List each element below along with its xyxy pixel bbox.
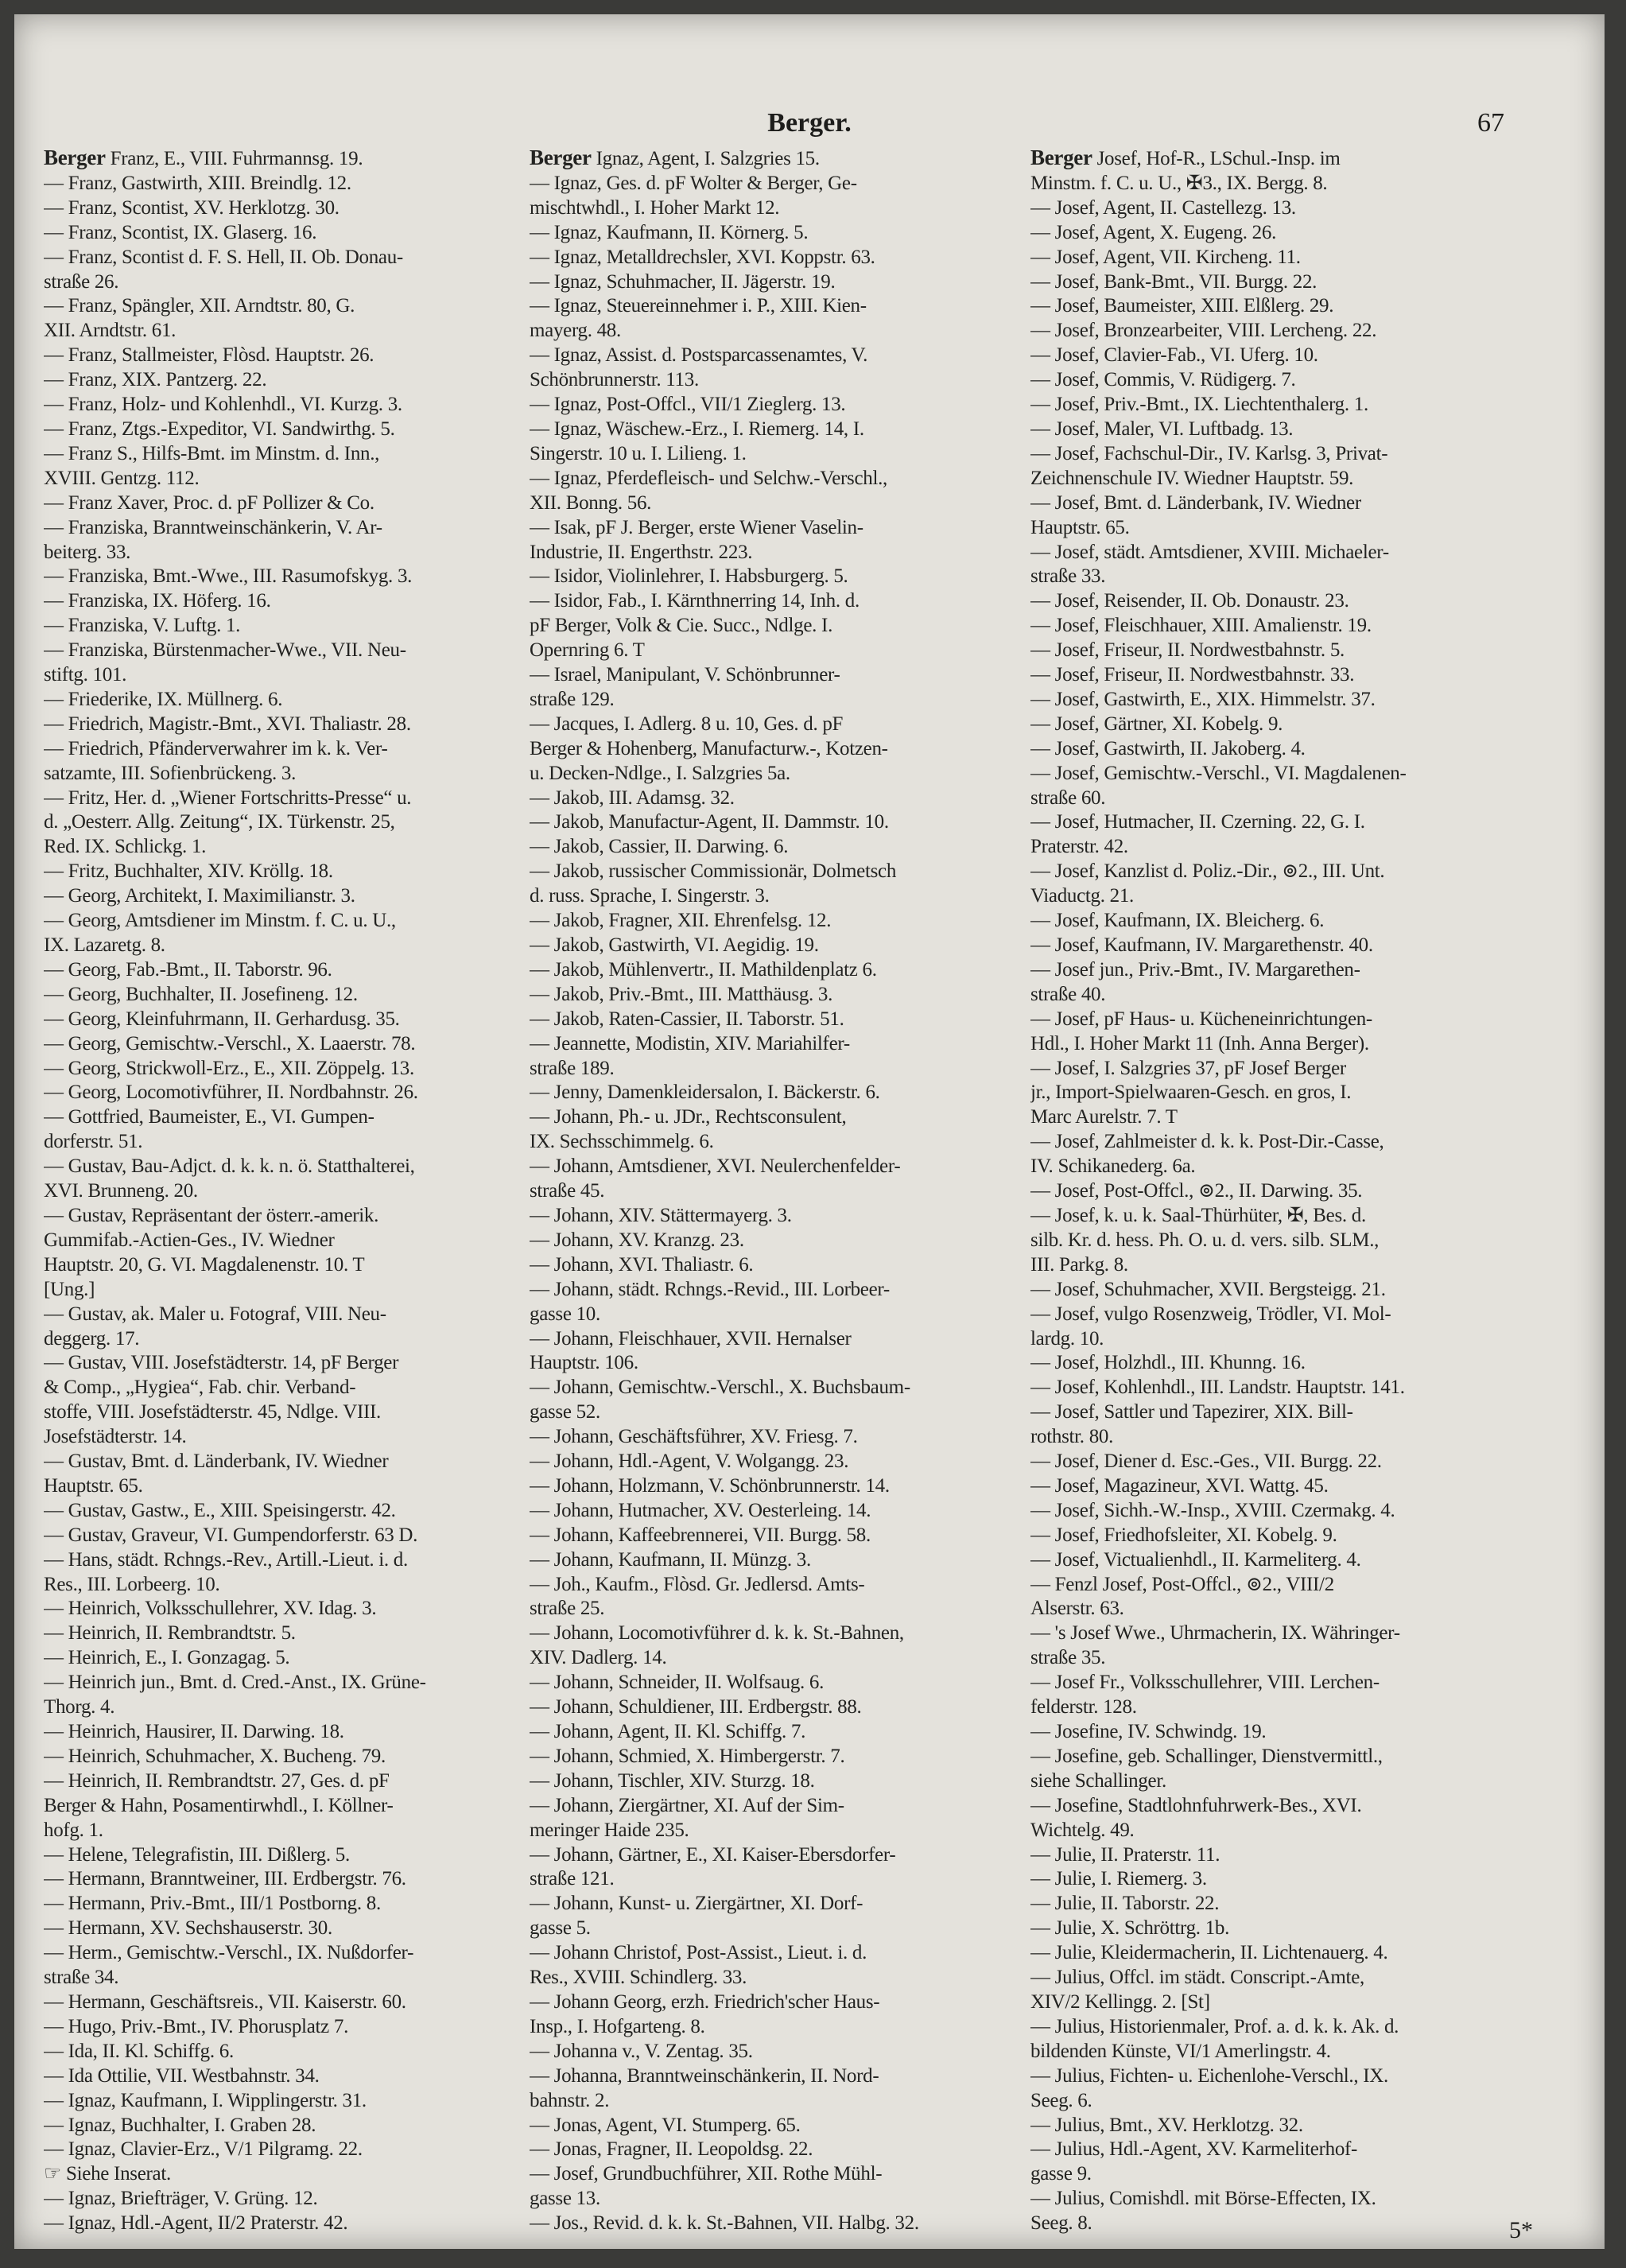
directory-entry-line: Wichtelg. 49. xyxy=(1030,1819,1135,1841)
directory-entry-line: — Herm., Gemischtw.-Verschl., IX. Nußdorfer- xyxy=(44,1942,414,1964)
directory-entry-line: — Georg, Strickwoll-Erz., E., XII. Zöppelg. 13. xyxy=(44,1057,414,1079)
directory-entry-line: satzamte, III. Sofienbrückeng. 3. xyxy=(44,762,297,784)
directory-entry-line: — Julie, I. Riemerg. 3. xyxy=(1030,1868,1207,1890)
directory-entry-line: — Franz, Scontist d. F. S. Hell, II. Ob. Donau- xyxy=(44,246,403,268)
directory-entry-line: — Josef, Kohlenhdl., III. Landstr. Hauptstr. 141. xyxy=(1030,1377,1405,1399)
directory-entry-line: — Josef, Fachschul-Dir., IV. Karlsg. 3, Privat- xyxy=(1030,442,1388,464)
surname-heading: Berger xyxy=(44,146,106,169)
directory-entry-line: — Josef, Gastwirth, E., XIX. Himmelstr. 37. xyxy=(1030,688,1376,710)
directory-entry-line: — Josef, Gemischtw.-Verschl., VI. Magdalenen- xyxy=(1030,762,1407,784)
directory-entry-line: Red. IX. Schlickg. 1. xyxy=(44,836,207,858)
directory-entry-line: — Julius, Hdl.-Agent, XV. Karmeliterhof- xyxy=(1030,2138,1358,2161)
directory-entry-line: siehe Schallinger. xyxy=(1030,1769,1166,1792)
directory-entry-line: Schönbrunnerstr. 113. xyxy=(530,369,699,391)
directory-entry-line: — Gustav, Gastw., E., XIII. Speisingerstr. 42. xyxy=(44,1499,396,1521)
directory-entry-line: — Hans, städt. Rchngs.-Rev., Artill.-Lieut. i. d. xyxy=(44,1548,408,1571)
directory-entry-line: — Josef, Friedhofsleiter, XI. Kobelg. 9. xyxy=(1030,1524,1337,1546)
directory-entry-line: — Ignaz, Metalldrechsler, XVI. Koppstr. 63. xyxy=(530,246,875,268)
directory-entry-line: — Josef, Agent, VII. Kircheng. 11. xyxy=(1030,246,1301,268)
directory-entry-line: — Johann Christof, Post-Assist., Lieut. i. d. xyxy=(530,1942,867,1964)
directory-entry-line: — Josef, Grundbuchführer, XII. Rothe Mühl- xyxy=(530,2163,883,2185)
directory-entry-line: — Ignaz, Briefträger, V. Grüng. 12. xyxy=(44,2188,318,2210)
directory-entry-line: — Josefine, Stadtlohnfuhrwerk-Bes., XVI. xyxy=(1030,1794,1362,1816)
directory-entry-line xyxy=(530,146,1019,172)
directory-entry-line: — Fritz, Buchhalter, XIV. Kröllg. 18. xyxy=(44,860,333,883)
directory-entry-line: — Ignaz, Schuhmacher, II. Jägerstr. 19. xyxy=(530,270,836,293)
directory-entry-line: — Josef Fr., Volksschullehrer, VIII. Lerchen- xyxy=(1030,1672,1380,1694)
directory-entry-line: — Franz Xaver, Proc. d. pF Pollizer & Co. xyxy=(44,491,374,514)
directory-entry-line: straße 33. xyxy=(1030,565,1106,588)
directory-entry-line: — Friederike, IX. Müllnerg. 6. xyxy=(44,688,283,710)
directory-entry-line: u. Decken-Ndlge., I. Salzgries 5a. xyxy=(530,762,790,784)
directory-entry-line: — Gustav, ak. Maler u. Fotograf, VIII. Neu- xyxy=(44,1303,386,1325)
directory-entry-line: — Josef jun., Priv.-Bmt., IV. Margarethen- xyxy=(1030,958,1360,981)
directory-entry-line: — Franz, Scontist, IX. Glaserg. 16. xyxy=(44,221,317,243)
directory-entry-line: — Johann, Fleischhauer, XVII. Hernalser xyxy=(530,1327,852,1350)
directory-entry-line: Hauptstr. 20, G. VI. Magdalenenstr. 10. T xyxy=(44,1253,365,1276)
directory-entry-line: meringer Haide 235. xyxy=(530,1819,689,1841)
directory-entry-line: — Heinrich, II. Rembrandtstr. 27, Ges. d. pF xyxy=(44,1769,390,1792)
directory-entry-line: — Ida Ottilie, VII. Westbahnstr. 34. xyxy=(44,2064,320,2087)
directory-entry-line: — Josef, Bank-Bmt., VII. Burgg. 22. xyxy=(1030,270,1317,293)
directory-entry-line: — Josef, städt. Amtsdiener, XVIII. Michaeler- xyxy=(1030,541,1389,563)
directory-entry-line: — Josef, Agent, X. Eugeng. 26. xyxy=(1030,221,1277,243)
directory-entry-line: — Johann, Gemischtw.-Verschl., X. Buchsbaum- xyxy=(530,1377,910,1399)
directory-entry-line: — Josef, Magazineur, XVI. Wattg. 45. xyxy=(1030,1474,1329,1497)
directory-entry-line: — Josef, Maler, VI. Luftbadg. 13. xyxy=(1030,417,1294,440)
directory-entry-line: — Georg, Amtsdiener im Minstm. f. C. u. U., xyxy=(44,910,396,932)
directory-entry-line: — Josef, Baumeister, XIII. Elßlerg. 29. xyxy=(1030,295,1334,317)
directory-entry-line: — Jos., Revid. d. k. k. St.-Bahnen, VII. Halbg. 32. xyxy=(530,2212,919,2235)
directory-entry-line: — Josef, pF Haus- u. Kücheneinrichtungen- xyxy=(1030,1008,1372,1030)
directory-entry-line: — Franziska, IX. Höferg. 16. xyxy=(44,590,271,612)
directory-entry-line: — Georg, Fab.-Bmt., II. Taborstr. 96. xyxy=(44,958,332,981)
directory-entry-line: — Josef, Holzhdl., III. Khunng. 16. xyxy=(1030,1352,1306,1374)
directory-entry-line: — Friedrich, Magistr.-Bmt., XVI. Thaliastr. 28. xyxy=(44,713,411,735)
directory-entry-line: — Johann, Locomotivführer d. k. k. St.-Bahnen, xyxy=(530,1622,904,1645)
directory-entry-line: mischtwhdl., I. Hoher Markt 12. xyxy=(530,196,780,219)
directory-entry-line: Alserstr. 63. xyxy=(1030,1598,1124,1620)
directory-entry-line: — Josef, k. u. k. Saal-Thürhüter, ✠, Bes. d. xyxy=(1030,1204,1366,1226)
directory-entry-line: — Julius, Fichten- u. Eichenlohe-Verschl., IX. xyxy=(1030,2064,1388,2087)
directory-entry-line: — Josef, Clavier-Fab., VI. Uferg. 10. xyxy=(1030,344,1318,367)
directory-entry-line: — Jacques, I. Adlerg. 8 u. 10, Ges. d. pF xyxy=(530,713,844,735)
directory-entry-line: straße 34. xyxy=(44,1967,119,1989)
directory-entry-line: — Hermann, XV. Sechshauserstr. 30. xyxy=(44,1917,332,1940)
directory-entry-line: — Jonas, Fragner, II. Leopoldsg. 22. xyxy=(530,2138,813,2161)
directory-entry-line: — Johann, Schneider, II. Wolfsaug. 6. xyxy=(530,1672,825,1694)
directory-entry-line: silb. Kr. d. hess. Ph. O. u. d. vers. silb. SLM., xyxy=(1030,1229,1380,1251)
directory-entry-line: — Johann, Geschäftsführer, XV. Friesg. 7. xyxy=(530,1426,858,1448)
directory-entry-line: Thorg. 4. xyxy=(44,1696,115,1718)
directory-entry-line: stiftg. 101. xyxy=(44,664,127,686)
directory-entry-line: Viaductg. 21. xyxy=(1030,885,1134,907)
directory-entry-line: gasse 9. xyxy=(1030,2163,1092,2185)
directory-entry-line: — Ignaz, Clavier-Erz., V/1 Pilgramg. 22. xyxy=(44,2138,363,2161)
directory-entry-line: — Josef, Friseur, II. Nordwestbahnstr. 5. xyxy=(1030,639,1345,662)
directory-entry-line: — Isidor, Fab., I. Kärnthnerring 14, Inh. d. xyxy=(530,590,860,612)
directory-entry-line: XVIII. Gentzg. 112. xyxy=(44,467,200,489)
directory-entry-line: — Gustav, Repräsentant der österr.-amerik. xyxy=(44,1204,379,1226)
directory-entry-line: IX. Sechsschimmelg. 6. xyxy=(530,1131,714,1153)
directory-entry-line: — Josef, Friseur, II. Nordwestbahnstr. 33. xyxy=(1030,664,1355,686)
directory-entry-line: gasse 10. xyxy=(530,1303,600,1325)
directory-entry-line: d. „Oesterr. Allg. Zeitung“, IX. Türkenstr. 25, xyxy=(44,811,395,833)
directory-entry-line: — Josef, Diener d. Esc.-Ges., VII. Burgg. 22. xyxy=(1030,1451,1382,1473)
directory-entry-line: — Hermann, Geschäftsreis., VII. Kaiserstr. 60. xyxy=(44,1990,406,2013)
directory-entry-line: — Ignaz, Wäschew.-Erz., I. Riemerg. 14, I. xyxy=(530,417,864,440)
directory-entry-line: Seeg. 8. xyxy=(1030,2212,1092,2235)
directory-entry-line: — Heinrich jun., Bmt. d. Cred.-Anst., IX. Grüne- xyxy=(44,1672,426,1694)
directory-entry-line: — Johann, Schuldiener, III. Erdbergstr. 88. xyxy=(530,1696,862,1718)
directory-entry-line: Marc Aurelstr. 7. T xyxy=(1030,1106,1178,1128)
directory-entry-line: Hauptstr. 65. xyxy=(1030,516,1130,538)
directory-entry-line: Berger & Hahn, Posamentirwhdl., I. Köllner- xyxy=(44,1794,394,1816)
directory-entry-line: jr., Import-Spielwaaren-Gesch. en gros, I. xyxy=(1030,1082,1352,1104)
directory-entry-line: — Ignaz, Kaufmann, II. Körnerg. 5. xyxy=(530,221,809,243)
directory-entry-line: — Franz, Spängler, XII. Arndtstr. 80, G. xyxy=(44,295,355,317)
directory-entry-line: — Josef, Priv.-Bmt., IX. Liechtenthalerg. 1. xyxy=(1030,394,1368,416)
directory-entry-line: Gummifab.-Actien-Ges., IV. Wiedner xyxy=(44,1229,335,1251)
directory-entry-line: — Hermann, Priv.-Bmt., III/1 Postborng. 8. xyxy=(44,1893,381,1915)
directory-entry-line: straße 35. xyxy=(1030,1647,1106,1669)
page-number: 67 xyxy=(1477,108,1504,138)
directory-entry-line: felderstr. 128. xyxy=(1030,1696,1137,1718)
directory-entry-line: — Julie, II. Taborstr. 22. xyxy=(1030,1893,1220,1915)
directory-entry-line: — Joh., Kaufm., Flòsd. Gr. Jedlersd. Amts- xyxy=(530,1573,865,1595)
directory-entry-line: — Julius, Bmt., XV. Herklotzg. 32. xyxy=(1030,2114,1303,2136)
directory-entry-line: straße 26. xyxy=(44,270,119,293)
directory-entry-line: — Gustav, Graveur, VI. Gumpendorferstr. 63 D. xyxy=(44,1524,418,1546)
directory-entry-line: — Jakob, Raten-Cassier, II. Taborstr. 51. xyxy=(530,1008,844,1030)
directory-entry-line: IV. Schikanederg. 6a. xyxy=(1030,1155,1196,1178)
directory-entry-line: — Julius, Offcl. im städt. Conscript.-Amte, xyxy=(1030,1967,1364,1989)
directory-entry-line: — Jeannette, Modistin, XIV. Mariahilfer- xyxy=(530,1032,850,1054)
directory-entry-line: — Jakob, Fragner, XII. Ehrenfelsg. 12. xyxy=(530,910,832,932)
directory-entry-line: — Josef, Bronzearbeiter, VIII. Lercheng. 22. xyxy=(1030,320,1377,342)
directory-entry-line: gasse 5. xyxy=(530,1917,591,1940)
directory-entry-line: — Gottfried, Baumeister, E., VI. Gumpen- xyxy=(44,1106,374,1128)
directory-entry-line: — Ignaz, Steuereinnehmer i. P., XIII. Kien- xyxy=(530,295,867,317)
directory-entry-line: — Josef, Post-Offcl., ⊚2., II. Darwing. 35. xyxy=(1030,1180,1363,1202)
directory-entry-line: — Ignaz, Pferdefleisch- und Selchw.-Verschl., xyxy=(530,467,888,489)
directory-entry-line: — Jakob, III. Adamsg. 32. xyxy=(530,786,735,809)
directory-entry-line: XIV/2 Kellingg. 2. [St] xyxy=(1030,1990,1210,2013)
directory-entry-line: — Franz, Holz- und Kohlenhdl., VI. Kurzg. 3. xyxy=(44,394,402,416)
directory-column-1 xyxy=(44,146,521,2236)
directory-entry-line: — Jakob, Cassier, II. Darwing. 6. xyxy=(530,836,789,858)
directory-entry-line: — Gustav, Bau-Adjct. d. k. k. n. ö. Statthalterei, xyxy=(44,1155,415,1178)
directory-entry-line: XIV. Dadlerg. 14. xyxy=(530,1647,667,1669)
directory-entry-line: — Friedrich, Pfänderverwahrer im k. k. Ver- xyxy=(44,737,388,759)
directory-entry-line: — Josef, vulgo Rosenzweig, Trödler, VI. Mol- xyxy=(1030,1303,1391,1325)
directory-entry-line: — Josef, Fleischhauer, XIII. Amalienstr. 19. xyxy=(1030,615,1372,637)
directory-entry-line: — Julie, Kleidermacherin, II. Lichtenauerg. 4. xyxy=(1030,1942,1388,1964)
directory-entry-line: beiterg. 33. xyxy=(44,541,131,563)
directory-entry-line: — Georg, Buchhalter, II. Josefineng. 12. xyxy=(44,983,358,1005)
signature-mark: 5* xyxy=(1509,2217,1533,2243)
directory-entry-line: Res., III. Lorbeerg. 10. xyxy=(44,1573,220,1595)
directory-entry-line: — Franz, Stallmeister, Flòsd. Hauptstr. 26. xyxy=(44,344,374,367)
directory-entry-line: Berger & Hohenberg, Manufacturw.-, Kotzen- xyxy=(530,737,888,759)
directory-entry-line: Opernring 6. T xyxy=(530,639,645,662)
directory-entry-line: Hauptstr. 65. xyxy=(44,1474,143,1497)
directory-entry-line: — Fenzl Josef, Post-Offcl., ⊚2., VIII/2 xyxy=(1030,1573,1334,1595)
directory-entry-line: straße 40. xyxy=(1030,983,1106,1005)
directory-entry-line: — Josef, Sattler und Tapezirer, XIX. Bill- xyxy=(1030,1401,1353,1423)
directory-entry-line: — Johann, Ziergärtner, XI. Auf der Sim- xyxy=(530,1794,844,1816)
directory-entry-line: — 's Josef Wwe., Uhrmacherin, IX. Währinger- xyxy=(1030,1622,1400,1645)
directory-page xyxy=(14,14,1605,2249)
directory-entry-line: deggerg. 17. xyxy=(44,1327,140,1350)
directory-entry-line: — Heinrich, Hausirer, II. Darwing. 18. xyxy=(44,1721,344,1742)
directory-entry-line: gasse 13. xyxy=(530,2188,600,2210)
directory-entry-line: IX. Lazaretg. 8. xyxy=(44,934,165,956)
directory-entry-line: — Josef, Kaufmann, IX. Bleicherg. 6. xyxy=(1030,910,1325,932)
entry-text: Franz, E., VIII. Fuhrmannsg. 19. xyxy=(105,148,363,169)
directory-entry-line: — Josef, Commis, V. Rüdigerg. 7. xyxy=(1030,369,1296,391)
directory-entry-line: — Georg, Kleinfuhrmann, II. Gerhardusg. 35. xyxy=(44,1008,400,1030)
directory-column-2 xyxy=(530,146,1019,2236)
directory-entry-line: — Ignaz, Post-Offcl., VII/1 Zieglerg. 13. xyxy=(530,394,846,416)
directory-entry-line: — Hugo, Priv.-Bmt., IV. Phorusplatz 7. xyxy=(44,2015,349,2037)
directory-entry-line: straße 121. xyxy=(530,1868,615,1890)
directory-entry-line: Hdl., I. Hoher Markt 11 (Inh. Anna Berger). xyxy=(1030,1032,1369,1054)
directory-entry-line xyxy=(1030,146,1539,172)
directory-entry-line: Singerstr. 10 u. I. Lilieng. 1. xyxy=(530,442,747,464)
directory-entry-line: — Georg, Architekt, I. Maximilianstr. 3. xyxy=(44,885,355,907)
directory-entry-line: Insp., I. Hofgarteng. 8. xyxy=(530,2015,705,2037)
directory-entry-line: — Ignaz, Ges. d. pF Wolter & Berger, Ge- xyxy=(530,172,857,194)
directory-entry-line: — Isidor, Violinlehrer, I. Habsburgerg. 5. xyxy=(530,565,848,588)
directory-entry-line: — Johann, Tischler, XIV. Sturzg. 18. xyxy=(530,1769,815,1792)
directory-entry-line: — Josef, I. Salzgries 37, pF Josef Berger xyxy=(1030,1057,1346,1079)
directory-entry-line: Industrie, II. Engerthstr. 223. xyxy=(530,541,753,563)
directory-entry-line: — Josef, Reisender, II. Ob. Donaustr. 23. xyxy=(1030,590,1349,612)
directory-entry-line: — Josef, Kanzlist d. Poliz.-Dir., ⊚2., III. Unt. xyxy=(1030,860,1385,883)
directory-entry-line: Minstm. f. C. u. U., ✠3., IX. Bergg. 8. xyxy=(1030,172,1328,194)
directory-entry-line: — Ignaz, Hdl.-Agent, II/2 Praterstr. 42. xyxy=(44,2212,348,2235)
directory-entry-line: — Johann, XVI. Thaliastr. 6. xyxy=(530,1253,754,1276)
directory-entry-line: — Josef, Schuhmacher, XVII. Bergsteigg. 21. xyxy=(1030,1278,1386,1300)
directory-entry-line: mayerg. 48. xyxy=(530,320,621,342)
directory-entry-line: — Josefine, geb. Schallinger, Dienstvermittl., xyxy=(1030,1745,1383,1767)
directory-entry-line: straße 45. xyxy=(530,1180,605,1202)
directory-entry-line: — Jakob, russischer Commissionär, Dolmetsch xyxy=(530,860,897,883)
directory-entry-line: — Johann, Ph.- u. JDr., Rechtsconsulent, xyxy=(530,1106,847,1128)
directory-entry-line: — Josef, Kaufmann, IV. Margarethenstr. 40. xyxy=(1030,934,1373,956)
directory-entry-line: Zeichnenschule IV. Wiedner Hauptstr. 59. xyxy=(1030,467,1354,489)
directory-entry-line: — Johann, Kunst- u. Ziergärtner, XI. Dorf- xyxy=(530,1893,863,1915)
directory-entry-line: — Heinrich, Schuhmacher, X. Bucheng. 79. xyxy=(44,1745,386,1767)
directory-entry-line: d. russ. Sprache, I. Singerstr. 3. xyxy=(530,885,770,907)
directory-entry-line: XII. Bonng. 56. xyxy=(530,491,652,514)
directory-entry-line: — Josef, Victualienhdl., II. Karmeliterg. 4. xyxy=(1030,1548,1361,1571)
directory-entry-line: — Franz, Scontist, XV. Herklotzg. 30. xyxy=(44,196,340,219)
directory-entry-line: III. Parkg. 8. xyxy=(1030,1253,1128,1276)
directory-entry-line: XII. Arndtstr. 61. xyxy=(44,320,177,342)
directory-entry-line: — Josef, Gastwirth, II. Jakoberg. 4. xyxy=(1030,737,1306,759)
directory-entry-line: bahnstr. 2. xyxy=(530,2089,610,2111)
directory-entry-line: rothstr. 80. xyxy=(1030,1426,1114,1448)
directory-entry-line: — Gustav, VIII. Josefstädterstr. 14, pF Berger xyxy=(44,1352,399,1374)
directory-entry-line: — Julie, X. Schröttrg. 1b. xyxy=(1030,1917,1230,1940)
directory-entry-line: — Franziska, V. Luftg. 1. xyxy=(44,615,241,637)
directory-entry-line: — Johann, Amtsdiener, XVI. Neulerchenfelder- xyxy=(530,1155,901,1178)
directory-entry-line: — Johanna v., V. Zentag. 35. xyxy=(530,2040,753,2062)
directory-entry-line: straße 129. xyxy=(530,688,615,710)
directory-entry-line: — Johann, XIV. Stättermayerg. 3. xyxy=(530,1204,792,1226)
directory-entry-line: — Georg, Locomotivführer, II. Nordbahnstr. 26. xyxy=(44,1082,418,1104)
directory-entry-line: lardg. 10. xyxy=(1030,1327,1104,1350)
directory-entry-line: — Ignaz, Buchhalter, I. Graben 28. xyxy=(44,2114,316,2136)
surname-heading: Berger xyxy=(530,146,592,169)
directory-entry-line: straße 60. xyxy=(1030,786,1106,809)
directory-entry-line: — Josef, Zahlmeister d. k. k. Post-Dir.-Casse, xyxy=(1030,1131,1384,1153)
directory-entry-line: — Johann, Hdl.-Agent, V. Wolgangg. 23. xyxy=(530,1451,849,1473)
directory-entry-line: [Ung.] xyxy=(44,1278,95,1300)
directory-entry-line: Hauptstr. 106. xyxy=(530,1352,638,1374)
directory-entry-line: — Josef, Sichh.-W.-Insp., XVIII. Czermakg. 4. xyxy=(1030,1499,1395,1521)
directory-entry-line: hofg. 1. xyxy=(44,1819,103,1841)
directory-entry-line: stoffe, VIII. Josefstädterstr. 45, Ndlge. VIII. xyxy=(44,1401,382,1423)
directory-entry-line: dorferstr. 51. xyxy=(44,1131,143,1153)
directory-column-3 xyxy=(1030,146,1539,2236)
directory-entry-line: — Josef, Gärtner, XI. Kobelg. 9. xyxy=(1030,713,1283,735)
directory-entry-line: — Jakob, Gastwirth, VI. Aegidig. 19. xyxy=(530,934,819,956)
directory-entry-line: — Josefine, IV. Schwindg. 19. xyxy=(1030,1721,1267,1742)
directory-entry-line: — Franziska, Branntweinschänkerin, V. Ar- xyxy=(44,516,382,538)
directory-entry-line: — Johann, Holzmann, V. Schönbrunnerstr. 14. xyxy=(530,1474,890,1497)
directory-entry-line: — Israel, Manipulant, V. Schönbrunner- xyxy=(530,664,840,686)
directory-entry-line: — Heinrich, Volksschullehrer, XV. Idag. 3. xyxy=(44,1598,377,1620)
directory-entry-line: — Josef, Hutmacher, II. Czerning. 22, G. I. xyxy=(1030,811,1365,833)
surname-heading: Berger xyxy=(1030,146,1092,169)
directory-entry-line: gasse 52. xyxy=(530,1401,600,1423)
directory-entry-line: — Jonas, Agent, VI. Stumperg. 65. xyxy=(530,2114,801,2136)
directory-entry-line: — Franz, XIX. Pantzerg. 22. xyxy=(44,369,267,391)
directory-entry-line: — Franz, Ztgs.-Expeditor, VI. Sandwirthg. 5. xyxy=(44,417,395,440)
directory-entry-line: XVI. Brunneng. 20. xyxy=(44,1180,198,1202)
directory-entry-line: — Josef, Bmt. d. Länderbank, IV. Wiedner xyxy=(1030,491,1361,514)
directory-entry-line: — Johann, Gärtner, E., XI. Kaiser-Ebersdorfer- xyxy=(530,1843,896,1866)
directory-entry-line: straße 25. xyxy=(530,1598,605,1620)
directory-entry-line: — Franz S., Hilfs-Bmt. im Minstm. d. Inn., xyxy=(44,442,380,464)
directory-entry-line: Praterstr. 42. xyxy=(1030,836,1128,858)
directory-entry-line: — Georg, Gemischtw.-Verschl., X. Laaerstr. 78. xyxy=(44,1032,416,1054)
directory-entry-line: pF Berger, Volk & Cie. Succ., Ndlge. I. xyxy=(530,615,833,637)
directory-entry-line: — Ida, II. Kl. Schiffg. 6. xyxy=(44,2040,234,2062)
directory-entry-line: — Jakob, Manufactur-Agent, II. Dammstr. 10. xyxy=(530,811,889,833)
directory-entry-line: — Helene, Telegrafistin, III. Dißlerg. 5. xyxy=(44,1843,350,1866)
directory-entry-line: — Fritz, Her. d. „Wiener Fortschritts-Presse“ u. xyxy=(44,786,412,809)
directory-entry-line: & Comp., „Hygiea“, Fab. chir. Verband- xyxy=(44,1377,356,1399)
directory-entry-line: bildenden Künste, VI/1 Amerlingstr. 4. xyxy=(1030,2040,1331,2062)
directory-entry-line: — Johann, Kaffeebrennerei, VII. Burgg. 58. xyxy=(530,1524,871,1546)
entry-text: Josef, Hof-R., LSchul.-Insp. im xyxy=(1092,148,1341,169)
directory-entry-line: — Julie, II. Praterstr. 11. xyxy=(1030,1843,1220,1866)
directory-entry-line: — Jakob, Priv.-Bmt., III. Matthäusg. 3. xyxy=(530,983,833,1005)
directory-entry-line: — Jakob, Mühlenvertr., II. Mathildenplatz 6. xyxy=(530,958,877,981)
directory-entry-line: — Johann, Schmied, X. Himbergerstr. 7. xyxy=(530,1745,845,1767)
directory-entry-line: — Johann Georg, erzh. Friedrich'scher Haus- xyxy=(530,1990,880,2013)
directory-entry-line: — Heinrich, E., I. Gonzagag. 5. xyxy=(44,1647,290,1669)
directory-entry-line: — Gustav, Bmt. d. Länderbank, IV. Wiedner xyxy=(44,1451,389,1473)
directory-entry-line: — Franziska, Bmt.-Wwe., III. Rasumofskyg. 3. xyxy=(44,565,413,588)
directory-entry-line: Res., XVIII. Schindlerg. 33. xyxy=(530,1967,747,1989)
directory-entry-line: — Franziska, Bürstenmacher-Wwe., VII. Neu- xyxy=(44,639,406,662)
directory-entry-line: — Heinrich, II. Rembrandtstr. 5. xyxy=(44,1622,296,1645)
directory-entry-line: — Franz, Gastwirth, XIII. Breindlg. 12. xyxy=(44,172,351,194)
directory-entry-line: straße 189. xyxy=(530,1057,615,1079)
directory-entry-line: — Johann, städt. Rchngs.-Revid., III. Lorbeer- xyxy=(530,1278,890,1300)
directory-entry-line: — Josef, Agent, II. Castellezg. 13. xyxy=(1030,196,1296,219)
directory-entry-line: — Johann, Kaufmann, II. Münzg. 3. xyxy=(530,1548,811,1571)
page-header-title: Berger. xyxy=(767,108,852,138)
directory-entry-line: — Ignaz, Kaufmann, I. Wipplingerstr. 31. xyxy=(44,2089,367,2111)
directory-entry-line: — Julius, Historienmaler, Prof. a. d. k. k. Ak. d. xyxy=(1030,2015,1399,2037)
directory-entry-line: — Hermann, Branntweiner, III. Erdbergstr. 76. xyxy=(44,1868,406,1890)
directory-entry-line: — Julius, Comishdl. mit Börse-Effecten, IX. xyxy=(1030,2188,1376,2210)
entry-text: Ignaz, Agent, I. Salzgries 15. xyxy=(591,148,820,169)
directory-entry-line: — Johann, XV. Kranzg. 23. xyxy=(530,1229,744,1251)
directory-entry-line: — Johann, Agent, II. Kl. Schiffg. 7. xyxy=(530,1721,806,1742)
directory-entry-line: — Jenny, Damenkleidersalon, I. Bäckerstr. 6. xyxy=(530,1082,880,1104)
directory-entry-line: — Johanna, Branntweinschänkerin, II. Nord- xyxy=(530,2064,879,2087)
directory-entry-line: ☞ Siehe Inserat. xyxy=(44,2163,171,2185)
directory-entry-line xyxy=(44,146,521,172)
directory-entry-line: — Ignaz, Assist. d. Postsparcassenamtes, V. xyxy=(530,344,868,367)
directory-entry-line: Seeg. 6. xyxy=(1030,2089,1092,2111)
directory-entry-line: Josefstädterstr. 14. xyxy=(44,1426,187,1448)
directory-entry-line: — Johann, Hutmacher, XV. Oesterleing. 14. xyxy=(530,1499,871,1521)
directory-entry-line: — Isak, pF J. Berger, erste Wiener Vaselin- xyxy=(530,516,863,538)
